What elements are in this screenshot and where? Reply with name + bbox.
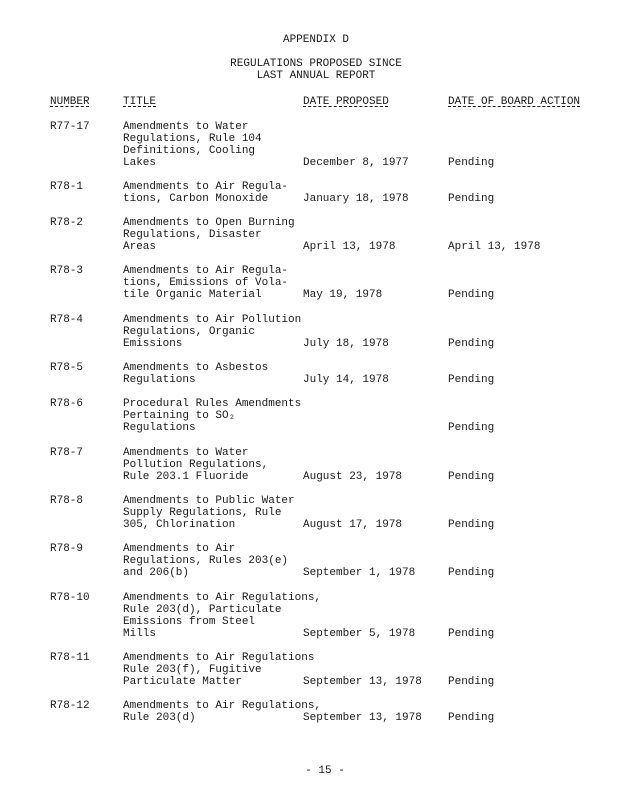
regulation-number: R78-11 [50,652,90,664]
date-of-board-action: Pending [448,676,495,688]
regulation-title-line: Amendments to Air Regulations, [123,700,322,712]
date-of-board-action: Pending [448,374,495,386]
regulation-title-line: Amendments to Air Regula- [123,265,289,277]
date-of-board-action: Pending [448,289,495,301]
regulation-title-line: Emissions [123,338,183,350]
date-of-board-action: April 13, 1978 [448,241,541,253]
regulation-title-line: Supply Regulations, Rule [123,507,282,519]
regulation-title-line: Amendments to Air Regula- [123,181,289,193]
regulation-number: R78-4 [50,314,84,326]
regulation-title-line: Amendments to Asbestos [123,362,269,374]
regulation-title [123,543,288,579]
date-of-board-action: Pending [448,567,495,579]
regulation-title-line: Procedural Rules Amendments [123,398,302,410]
regulation-number: R78-9 [50,543,84,555]
date-proposed: July 14, 1978 [303,374,389,386]
date-proposed: September 13, 1978 [303,712,422,724]
regulation-title [123,592,321,640]
date-of-board-action: Pending [448,471,495,483]
regulation-title-line: Mills [123,628,157,640]
regulation-number: R78-5 [50,362,84,374]
date-proposed: April 13, 1978 [303,241,396,253]
regulation-title-line: Amendments to Open Burning [123,217,295,229]
regulation-title-line: tions, Carbon Monoxide [123,193,269,205]
regulation-title-line: and 206(b) [123,567,190,579]
regulation-title-line: Amendments to Air Pollution [123,314,302,326]
date-proposed: September 5, 1978 [303,628,416,640]
regulation-title-line: Regulations, Organic [123,326,256,338]
date-proposed: August 23, 1978 [303,471,403,483]
regulation-number: R78-12 [50,700,90,712]
regulation-number: R78-3 [50,265,84,277]
regulation-title-line: Regulations, Rule 104 [123,133,262,145]
regulation-number: R78-1 [50,181,84,193]
regulation-title-line: Particulate Matter [123,676,242,688]
regulation-title [123,265,288,301]
regulation-title-line: Rule 203(f), Fugitive [123,664,262,676]
date-proposed: September 1, 1978 [303,567,416,579]
regulation-title [123,362,268,386]
date-of-board-action: Pending [448,712,495,724]
regulation-title-line: Areas [123,241,157,253]
page-number: - 15 - [305,765,345,777]
regulation-title [123,121,262,169]
regulation-title-line: Regulations [123,374,196,386]
date-proposed: May 19, 1978 [303,289,383,301]
regulation-title-line: Amendments to Air Regulations, [123,592,322,604]
regulation-title-line: Lakes [123,157,157,169]
date-of-board-action: Pending [448,157,495,169]
column-header-date-proposed: DATE PROPOSED [303,96,389,108]
date-of-board-action: Pending [448,422,495,434]
regulation-title-line: Rule 203(d), Particulate [123,604,282,616]
regulation-title [123,652,314,688]
regulation-title [123,314,301,350]
date-of-board-action: Pending [448,519,495,531]
regulation-title-line: Amendments to Public Water [123,495,295,507]
regulation-title-line: Pollution Regulations, [123,459,269,471]
date-of-board-action: Pending [448,628,495,640]
regulation-title-line: Rule 203.1 Fluoride [123,471,249,483]
date-proposed: August 17, 1978 [303,519,403,531]
regulation-title-line: Pertaining to SO₂ [123,410,236,422]
regulation-title-line: Regulations, Disaster [123,229,262,241]
regulation-number: R78-6 [50,398,84,410]
regulation-title-line: Amendments to Air [123,543,236,555]
column-header-date-of-board-action: DATE OF BOARD ACTION [448,96,581,108]
regulation-number: R78-8 [50,495,84,507]
column-header-title: TITLE [123,96,157,108]
date-proposed: December 8, 1977 [303,157,409,169]
regulation-title-line: Amendments to Water [123,447,249,459]
regulation-title [123,495,295,531]
regulation-title-line: Regulations, Rules 203(e) [123,555,289,567]
regulation-title [123,447,268,483]
date-of-board-action: Pending [448,193,495,205]
regulation-number: R78-2 [50,217,84,229]
regulation-title [123,181,288,205]
regulation-title-line: Rule 203(d) [123,712,196,724]
report-title-line-2: LAST ANNUAL REPORT [256,70,376,82]
regulation-title-line: Amendments to Water [123,121,249,133]
regulation-title-line: tions, Emissions of Vola- [123,277,289,289]
regulation-title [123,398,301,434]
date-proposed: July 18, 1978 [303,338,389,350]
regulation-title-line: Emissions from Steel [123,616,256,628]
date-of-board-action: Pending [448,338,495,350]
regulation-title [123,217,295,253]
report-title-line-1: REGULATIONS PROPOSED SINCE [230,58,402,70]
regulation-number: R77-17 [50,121,90,133]
date-proposed: September 13, 1978 [303,676,422,688]
regulation-title-line: Amendments to Air Regulations [123,652,315,664]
appendix-heading: APPENDIX D [282,34,349,46]
column-header-number: NUMBER [50,96,90,108]
regulation-title-line: tile Organic Material [123,289,262,301]
regulation-number: R78-10 [50,592,90,604]
regulation-title [123,700,321,724]
date-proposed: January 18, 1978 [303,193,409,205]
regulation-title-line: 305, Chlorination [123,519,236,531]
regulation-title-line: Regulations [123,422,196,434]
regulation-number: R78-7 [50,447,84,459]
regulation-title-line: Definitions, Cooling [123,145,256,157]
